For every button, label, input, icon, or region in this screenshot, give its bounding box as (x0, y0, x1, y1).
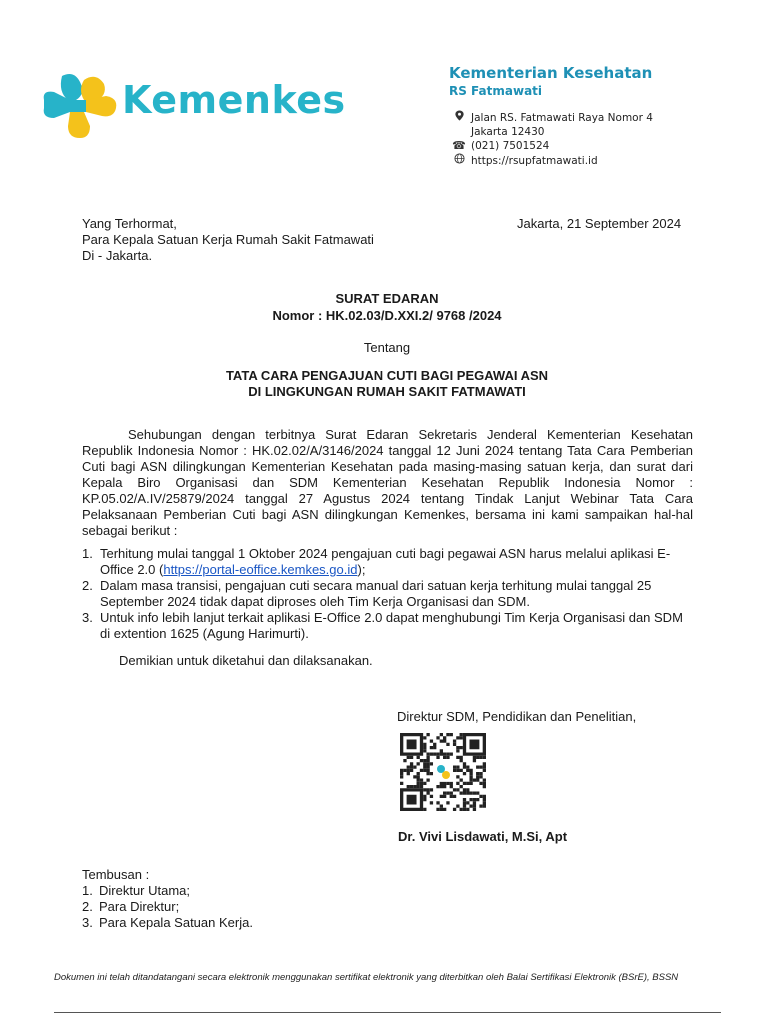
organization-name: Kementerian Kesehatan (449, 64, 653, 82)
body-paragraph (82, 427, 693, 539)
address-line-1: Jalan RS. Fatmawati Raya Nomor 4 (471, 111, 653, 124)
phone-icon: ☎ (452, 139, 466, 152)
cc-text: Para Direktur; (99, 899, 180, 914)
list-text: ); (357, 562, 366, 577)
cc-text: Para Kepala Satuan Kerja. (99, 915, 253, 930)
list-content: Dalam masa transisi, pengajuan cuti secara manual dari satuan kerja terhitung mulai tanggal 25 September 2024 tidak dapat diproses oleh Tim Kerja Organisasi dan SDM. (100, 578, 652, 609)
cc-number: 1. (82, 883, 93, 898)
kemenkes-logo (40, 70, 350, 142)
globe-icon (452, 153, 466, 168)
qr-code-icon (400, 733, 486, 811)
list-item (82, 546, 693, 578)
list-number: 1. (82, 546, 93, 561)
signer-position: Direktur SDM, Pendidikan dan Penelitian, (397, 709, 637, 724)
organization-block (449, 64, 652, 98)
letter-date: Jakarta, 21 September 2024 (517, 216, 682, 231)
cc-item (82, 899, 253, 915)
closing-text: Demikian untuk diketahui dan dilaksanakan. (119, 653, 373, 668)
list-content: Untuk info lebih lanjut terkait aplikasi E-Office 2.0 dapat menghubungi Tim Kerja Organisasi dan SDM di extention 1625 (Agung Harimurti). (100, 610, 683, 641)
address-row (452, 110, 653, 125)
location-icon (452, 110, 466, 125)
cc-block (82, 867, 253, 931)
list-number: 3. (82, 610, 93, 625)
addressee-block (82, 216, 374, 264)
footer-divider (54, 1012, 721, 1013)
list-text: Terhitung mulai tanggal 1 Oktober 2024 pengajuan cuti bagi pegawai ASN harus melalui aplikasi E-Office 2.0 ( (100, 546, 671, 577)
website-link[interactable]: https://rsupfatmawati.id (471, 154, 598, 167)
list-item (82, 578, 693, 610)
addressee-line: Yang Terhormat, (82, 216, 177, 231)
cc-item (82, 915, 253, 931)
list-number: 2. (82, 578, 93, 593)
kemenkes-logo-mark-icon (40, 70, 120, 142)
footer-note: Dokumen ini telah ditandatangani secara elektronik menggunakan sertifikat elektronik yang diterbitkan oleh Balai Sertifikasi Elektronik (BSrE), BSSN (54, 972, 679, 983)
instruction-list (82, 546, 693, 642)
cc-number: 2. (82, 899, 93, 914)
cc-title: Tembusan : (82, 867, 150, 882)
subject-line-1: TATA CARA PENGAJUAN CUTI BAGI PEGAWAI ASN (225, 368, 549, 383)
addressee-line: Para Kepala Satuan Kerja Rumah Sakit Fatmawati (82, 232, 374, 247)
list-content (100, 546, 693, 578)
cc-number: 3. (82, 915, 93, 930)
letter-about: Tentang (363, 340, 411, 355)
website-row (452, 153, 653, 168)
signer-name: Dr. Vivi Lisdawati, M.Si, Apt (398, 829, 568, 844)
body-text: Sehubungan dengan terbitnya Surat Edaran Sekretaris Jenderal Kementerian Kesehatan Republik Indonesia Nomor : HK.02.02/A/3146/2024 tanggal 12 Juni 2024 tentang Tata Cara Pemberian Cuti bagi ASN dilingkungan Kementerian Kesehatan pada masing-masing satuan kerja, dan surat dari Kepala Biro Organisasi dan SDM Kementerian Kesehatan Republik Indonesia Nomor : KP.05.02/A.IV/25879/2024 tanggal 27 Agustus 2024 tentang Tindak Lanjut Webinar Tata Cara Pelaksanaan Pemberian Cuti bagi ASN dilingkungan Kemenkes, bersama ini kami sampaikan hal-hal sebagai berikut : (82, 427, 693, 538)
letter-number: Nomor : HK.02.03/D.XXI.2/ 9768 /2024 (272, 308, 502, 323)
phone-row (452, 139, 653, 153)
cc-item (82, 883, 253, 899)
list-item (82, 610, 693, 642)
letter-title: SURAT EDARAN (335, 291, 439, 306)
logo-text: Kemenkes (122, 78, 346, 122)
organization-sub: RS Fatmawati (449, 84, 543, 98)
phone-number: (021) 7501524 (471, 140, 550, 152)
addressee-line: Di - Jakarta. (82, 248, 153, 263)
cc-text: Direktur Utama; (99, 883, 191, 898)
address-line-2: Jakarta 12430 (471, 126, 545, 138)
eoffice-link[interactable]: https://portal-eoffice.kemkes.go.id (163, 562, 358, 577)
contact-info (452, 110, 653, 168)
subject-line-2: DI LINGKUNGAN RUMAH SAKIT FATMAWATI (248, 384, 526, 399)
